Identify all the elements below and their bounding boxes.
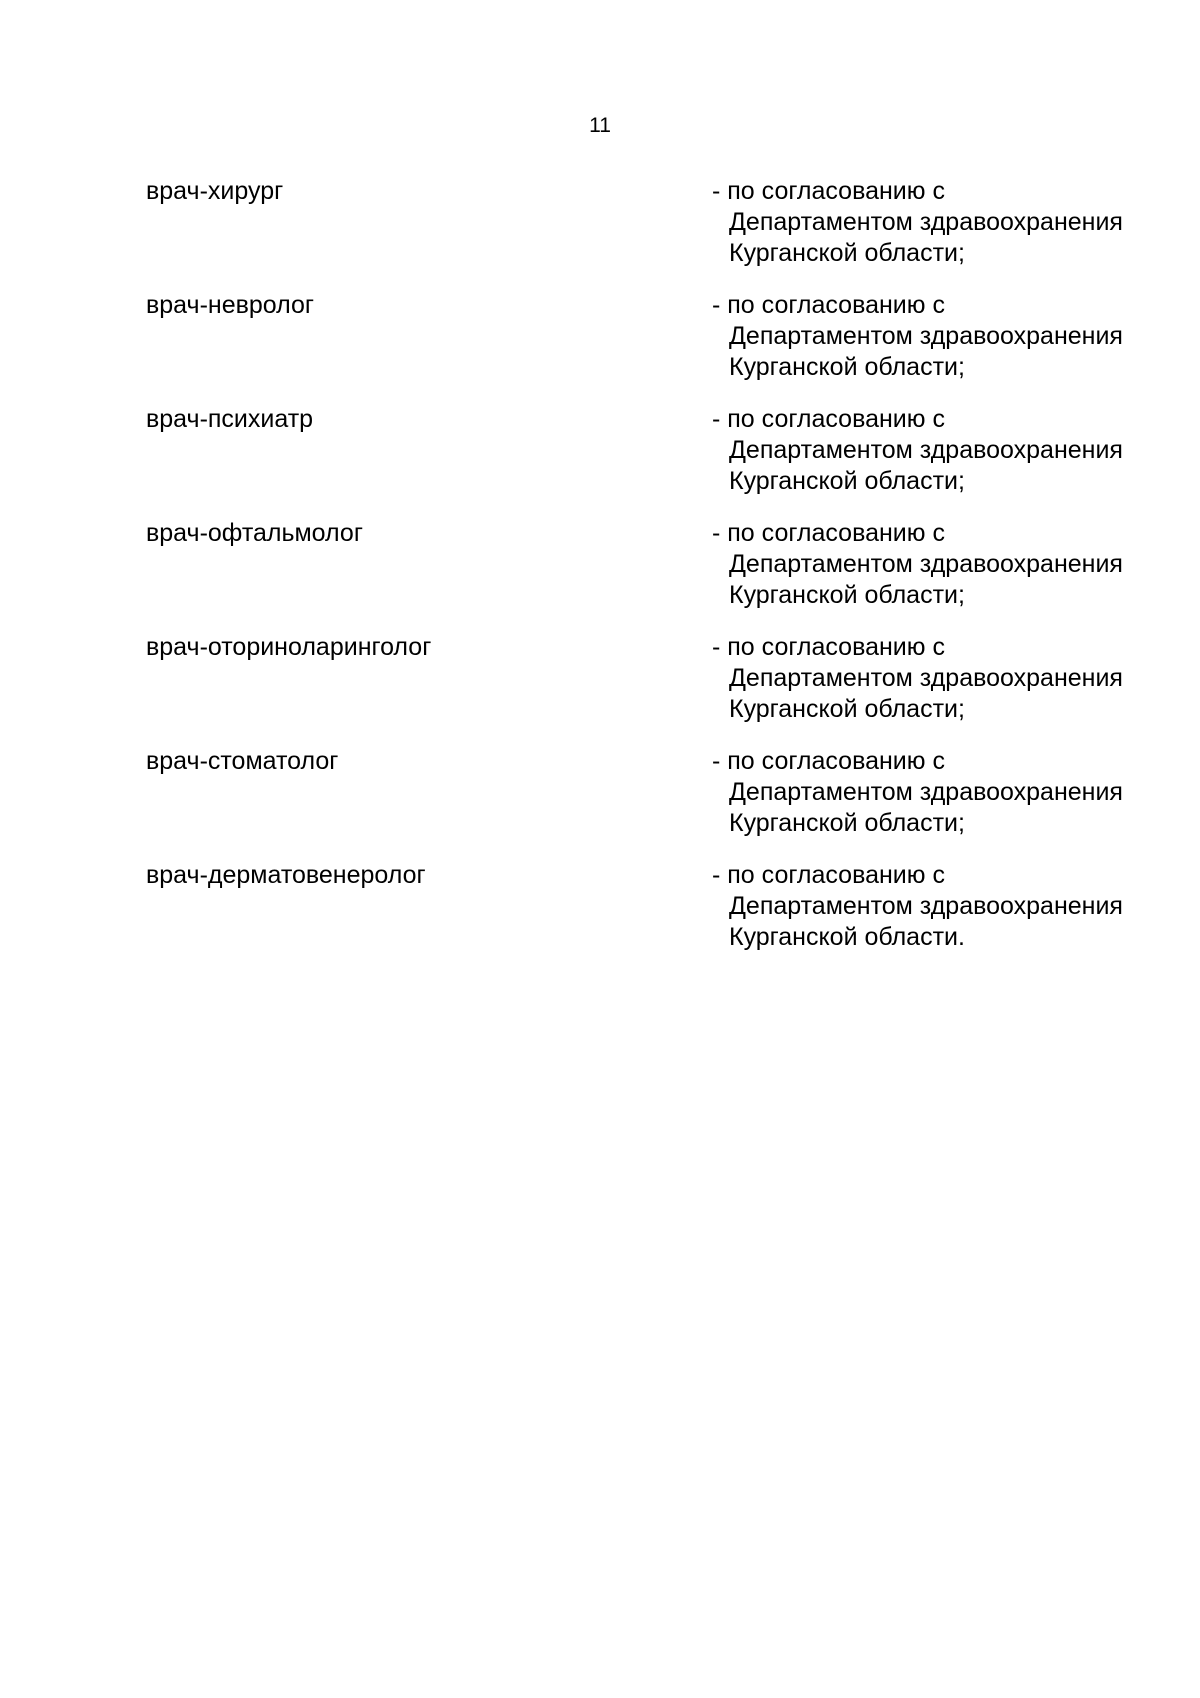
approval-note-line: Курганской области. (729, 923, 965, 951)
approval-note-line: Департаментом здравоохранения (729, 436, 1123, 464)
approval-note-line: - по согласованию с (712, 291, 945, 319)
approval-note (712, 518, 1123, 611)
approval-note (712, 746, 1123, 839)
approval-note-line: Курганской области; (729, 695, 965, 723)
list-item (0, 290, 1200, 404)
approval-note (712, 632, 1123, 725)
commission-member-list (0, 176, 1200, 974)
approval-note-line: Курганской области; (729, 809, 965, 837)
approval-note-line: Департаментом здравоохранения (729, 664, 1123, 692)
approval-note (712, 404, 1123, 497)
approval-note-line: - по согласованию с (712, 405, 945, 433)
approval-note-line: - по согласованию с (712, 177, 945, 205)
approval-note (712, 176, 1123, 269)
approval-note (712, 860, 1123, 953)
approval-note-line: Департаментом здравоохранения (729, 550, 1123, 578)
approval-note-line: Курганской области; (729, 239, 965, 267)
doctor-role: врач-офтальмолог (146, 519, 363, 547)
page-number: 11 (589, 114, 611, 137)
list-item (0, 404, 1200, 518)
list-item (0, 176, 1200, 290)
list-item (0, 518, 1200, 632)
doctor-role: врач-оториноларинголог (146, 633, 432, 661)
approval-note-line: Курганской области; (729, 467, 965, 495)
list-item (0, 746, 1200, 860)
doctor-role: врач-дерматовенеролог (146, 861, 426, 889)
approval-note-line: Курганской области; (729, 353, 965, 381)
doctor-role: врач-хирург (146, 177, 284, 205)
approval-note-line: Департаментом здравоохранения (729, 892, 1123, 920)
approval-note (712, 290, 1123, 383)
approval-note-line: - по согласованию с (712, 633, 945, 661)
doctor-role: врач-невролог (146, 291, 315, 319)
approval-note-line: - по согласованию с (712, 747, 945, 775)
approval-note-line: Курганской области; (729, 581, 965, 609)
list-item (0, 860, 1200, 974)
approval-note-line: - по согласованию с (712, 519, 945, 547)
doctor-role: врач-стоматолог (146, 747, 339, 775)
approval-note-line: Департаментом здравоохранения (729, 322, 1123, 350)
approval-note-line: Департаментом здравоохранения (729, 778, 1123, 806)
list-item (0, 632, 1200, 746)
approval-note-line: Департаментом здравоохранения (729, 208, 1123, 236)
doctor-role: врач-психиатр (146, 405, 314, 433)
approval-note-line: - по согласованию с (712, 861, 945, 889)
